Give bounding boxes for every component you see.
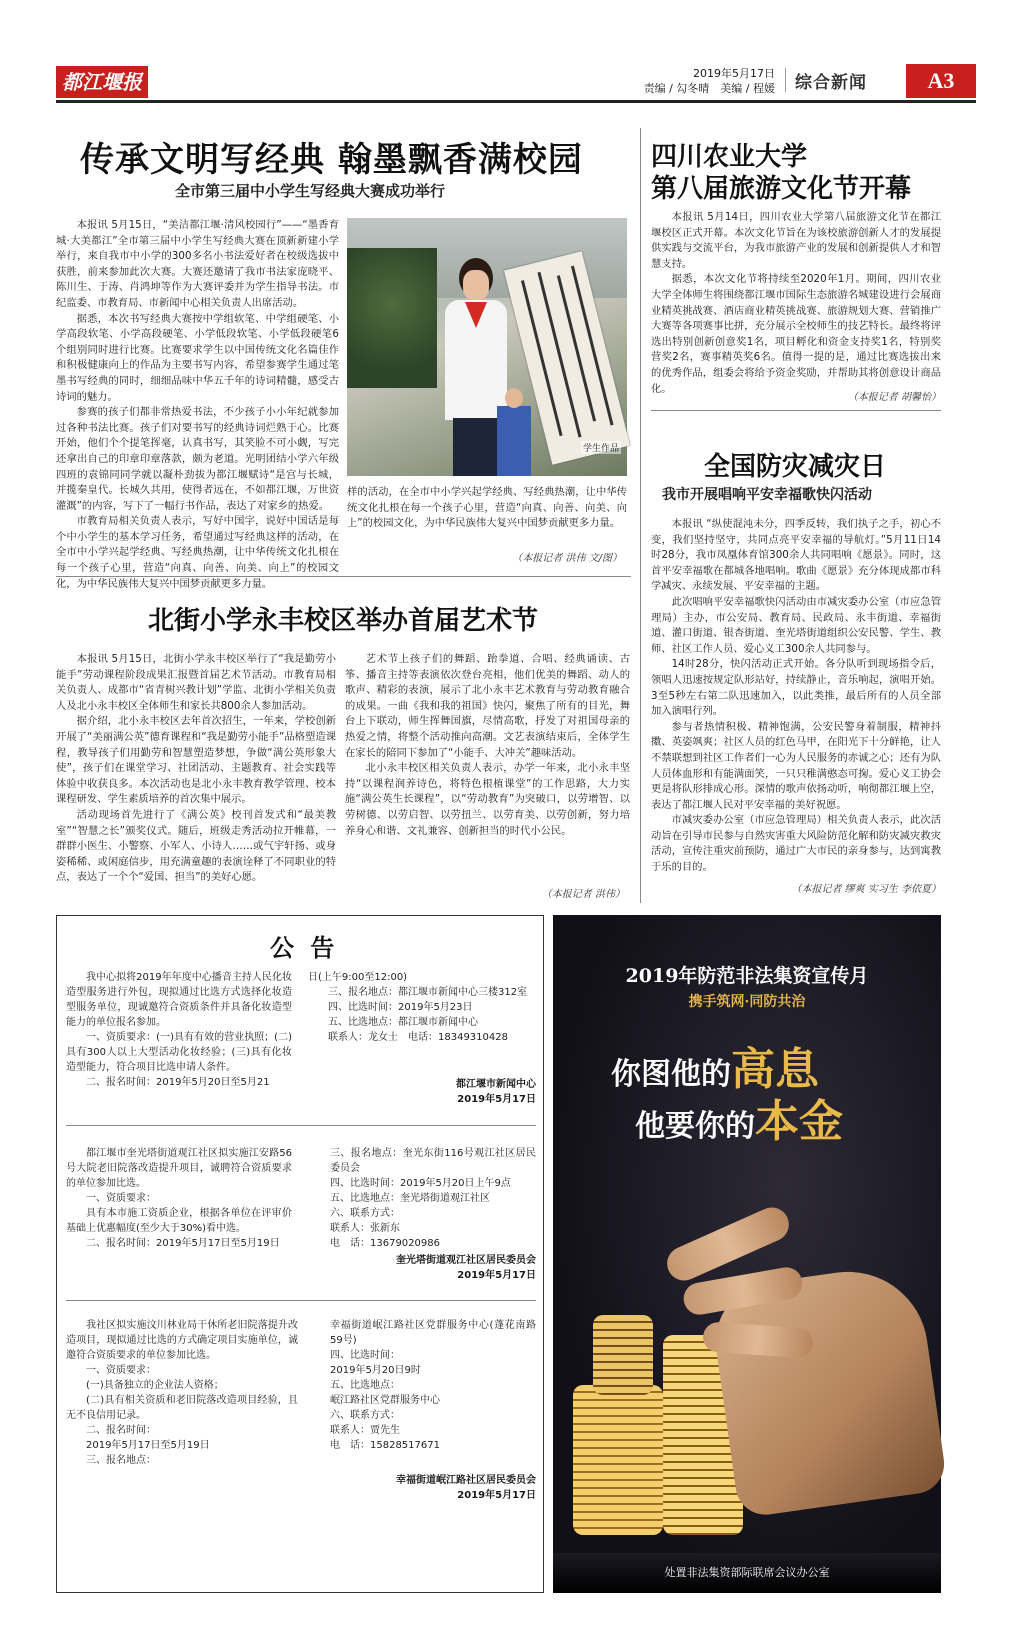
notice3-sign-date: 2019年5月17日 (457, 1490, 536, 1501)
notice1-sign-org: 都江堰市新闻中心 (456, 1079, 536, 1090)
advertisement (553, 915, 941, 1593)
page-number: A3 (906, 64, 976, 98)
ad-title: 2019年防范非法集资宣传月 (625, 965, 869, 987)
photo-caption: 学生作品 (581, 441, 621, 454)
ad-footer: 处置非法集资部际联席会议办公室 (553, 1553, 941, 1593)
notice-divider-2 (66, 1300, 536, 1301)
ad-slogan-2a: 他要你的 (635, 1109, 755, 1144)
article1-divider (56, 576, 631, 577)
notice2-left: 都江堰市奎光塔街道观江社区拟实施江安路56号大院老旧院落改造提升项目，诚聘符合资质要求的单位参加比选。 一、资质要求： 具有本市施工资质企业，根据各单位在评审价基础上优惠幅度(至少大于30%)看中选。 二、报名时间：2019年5月17日至5月19日 (66, 1148, 292, 1249)
notice-divider-1 (66, 1125, 536, 1126)
article4-body-left: 本报讯 5月15日，北街小学永丰校区举行了“我是勤劳小能手”劳动课程阶段成果汇报暨首届艺术节活动。市教育局相关负责人、成都市“省青树兴教计划”学监、北街小学相关负责人及北小永丰校区全体师生和家长共800余人参加活动。 据介绍，北小永丰校区去年首次招生，一年来，学校创新开展了“美丽满公英”德育课程和“我是勤劳小能手”品格塑造课程，教导孩子们用勤劳和智慧塑造梦想，争做“满公英形象大使”，孩子们在课堂学习、社团活动、主题教育、社会实践等体验中收获良多。本次活动也是北小永丰教育教学管理、校本课程研发、学生素质培养的首次集中展示。 活动现场首先进行了《满公英》校刊首发式和“最美教室”“智慧之长”颁奖仪式。随后，班级走秀活动拉开帷幕，一群群小医生、小警察、小军人、小诗人……或气宇轩扬、或身姿稀稀、或闲庭信步，用充满童趣的表演诠释了不同职业的特点，表达了一个个“爱国、担当”的美好心愿。 (56, 653, 336, 884)
ad-subtitle: 携手筑网·同防共治 (688, 994, 806, 1010)
article2-body: 本报讯 5月14日，四川农业大学第八届旅游文化节在都江堰校区正式开幕。本次文化节旨在为该校旅游创新人才的发展提供实践与交流平台，为我市旅游产业的发展和创新提供人才和智慧支持。 据悉，本次文化节将持续至2020年1月。期间，四川农业大学全体师生将围绕都江堰市国际生态旅游名城建设进行会展商业精英挑战赛、酒店商业精英挑战赛、旅游规划大赛、营销推广大赛等各项赛事比拼，充分展示全校师生的技艺特长。最终将评选出特别创新创意奖1名，项目孵化和资金支持奖1名，特别奖营奖2名，赛事精英奖6名。值得一提的是，通过比赛选拔出来的优秀作品，组委会将给予资金奖励，并帮助其将创意设计商品化。 (651, 211, 941, 395)
ad-slogan-1b: 高息 (731, 1044, 819, 1095)
notice-title: 公 告 (270, 933, 339, 962)
article3-body: 本报讯 “纵使混沌未分，四季反转，我们执子之手，初心不变，我们坚持坚守，共同点亮平安幸福的导航灯。”5月11日14时28分，我市凤凰体育馆300余人共同唱响《愿景》。同时，这首平安幸福歌在都城各地唱响。歌曲《愿景》充分体现成都市科学减灾、永续发展、平安幸福的主题。 此次唱响平安幸福歌快闪活动由市减灾委办公室（市应急管理局）主办，市公安局、教育局、民政局、永丰街道、幸福街道、灌口街道、银杏街道、奎光塔街道组织公安民警、学生、教师、社区工作人员、爱心义工300余人共同参与。 14时28分，快闪活动正式开始。各分队听到现场指令后，领唱人迅速按规定队形站好，持续静止，音乐响起，演唱开始。3至5秒左右第二队迅速加入，以此类推，最后所有的人员全部加入演唱行列。 参与者热情积极、精神饱满，公安民警身着制服，精神抖擞、英姿飒爽；社区人员的红色马甲，在阳光下十分鲜艳，让人不禁联想到社区工作者们一心为人民服务的赤诚之心；还有为队人员体血形和有能满面笑，一只只稚满憨态可掬。爱心义工协会更是将队形排成心形。深情的歌声依扬动听，响彻都江堰上空，表达了都江堰人民对平安幸福的美好祝愿。 市减灾委办公室（市应急管理局）相关负责人表示，此次活动旨在引导市民参与自然灾害重大风险防范化解和防灾减灾救灾活动，宣传注重灾前预防，通过广大市民的亲身参与，达到寓教于乐的目的。 (651, 518, 941, 874)
notice1-right: 日(上午9:00至12:00) 三、报名地点：都江堰市新闻中心三楼312室 四、比选时间：2019年5月23日 五、比选地点：都江堰市新闻中心 联系人：龙女士 电话：18349310428 (308, 972, 528, 1043)
notice1-sign-date: 2019年5月17日 (457, 1094, 536, 1105)
article4-title: 北街小学永丰校区举办首届艺术节 (148, 606, 539, 636)
header-info (600, 66, 775, 96)
notice3-sign-org: 幸福街道岷江路社区居民委员会 (396, 1475, 536, 1486)
article1-subtitle: 全市第三届中小学生写经典大赛成功举行 (175, 182, 446, 200)
article4-byline: （本报记者 洪伟） (541, 889, 625, 900)
notice1-left: 我中心拟将2019年年度中心播音主持人民化妆造型服务进行外包，现拟通过比选方式选择化妆造型服务单位，现诚邀符合资质条件并具备化妆造型能力的单位报名参加。 一、资质要求：(一)具有有效的营业执照；(二)具有300人以上大型活动化妆经验；(三)具有化妆造型能力，符合项目比选申请人条件。 二、报名时间：2019年5月20日至5月21 (66, 972, 292, 1088)
header-separator (785, 68, 786, 92)
editors: 责编 / 勾冬晴 美编 / 程媛 (643, 82, 775, 95)
article1-photo (347, 218, 627, 476)
article2-byline: （本报记者 胡馨怡） (847, 392, 941, 403)
article3-title: 全国防灾减灾日 (704, 452, 887, 482)
notice3-left: 我社区拟实施汶川林业局干休所老旧院落提升改造项目，现拟通过比选的方式确定项目实施单位，诚邀符合资质要求的单位参加比选。 一、资质要求： (一)具备独立的企业法人资格； (二)具有相关资质和老旧院落改造项目经验，且无不良信用记录。 二、报名时间： 2019年5月17日至5月19日 三、报名地点： (66, 1320, 298, 1466)
article2-title-line1: 四川农业大学 (651, 142, 808, 172)
notice2-sign-date: 2019年5月17日 (457, 1270, 536, 1281)
issue-date: 2019年5月17日 (693, 67, 775, 80)
header-rule (56, 100, 976, 103)
notice3-right: 幸福街道岷江路社区党群服务中心(蓬花南路59号) 四、比选时间： 2019年5月20日9时 五、比选地点： 岷江路社区党群服务中心 六、联系方式： 联系人：贾先生 电 话：15828517671 (330, 1320, 536, 1451)
article1-body-left: 本报讯 5月15日，“美洁都江堰·清风校园行”——“墨香育城·大美都江”全市第三届中小学生写经典大赛在顶新新建小学举行，来自我市中小学的300多名小书法爱好者在校级选拔中获胜，前来参加此次大赛。大赛还邀请了我市书法家庞晓平、陈川生、于涛、肖鸿坤等作为大赛评委并为学生指导书法。市纪监委、市教育局、市新闻中心相关负责人出席活动。 据悉，本次书写经典大赛按中学组软笔、中学组硬笔、小学高段软笔、小学高段硬笔、小学低段软笔、小学低段硬笔6个组别同时进行比赛。比赛要求学生以中国传统文化名篇佳作和积极健康向上的作品为主要书写内容，希望参赛学生通过笔墨书写经典的同时，细细品味中华五千年的诗词精髓，感受古诗词的魅力。 参赛的孩子们都非常热爱书法，不少孩子小小年纪就参加过各种书法比赛。孩子们对要书写的经典诗词烂熟于心。比赛开始，他们个个提笔挥毫，认真书写，其笑脸不可小觑，写完还拿出自己的印章印章落款，颇为老道。光明团结小学六年级四班的袁锦同同学就以凝朴劲拔为都江堰赋诗“是宫与长城，并揽秦皇代。长城久共用，使得者远在，不如都江堰，万世资灌溉”的内容，写下了一幅行书作品，表达了对家乡的热爱。 市教育局相关负责人表示，写好中国字，说好中国话是每个中小学生的基本学习任务，希望通过写经典这样的活动，在全市中小学兴起学经典、写经典热潮，让中华传统文化扎根在每一个孩子心里，营造“向真、向善、向美、向上”的校园文化，为中华民族伟大复兴中国梦贡献更多力量。 (56, 219, 339, 590)
column-divider (640, 128, 641, 903)
article1-body-right: 样的活动，在全市中小学兴起学经典、写经典热潮，让中华传统文化扎根在每一个孩子心里，营造“向真、向善、向美、向上”的校园文化，为中华民族伟大复兴中国梦贡献更多力量。 (347, 486, 627, 530)
ad-slogan-line2 (635, 1085, 941, 1149)
article3-subtitle: 我市开展唱响平安幸福歌快闪活动 (662, 487, 872, 503)
article2-divider (651, 410, 941, 411)
newspaper-logo: 都江堰报 (56, 66, 148, 98)
article4-body-right: 艺术节上孩子们的舞蹈、跆拳道、合唱、经典诵读、古筝、播音主持等表演依次登台亮相，他们优美的舞蹈、动人的歌声、精彩的表演，展示了北小永丰艺术教育与劳动教育融合的成果。一曲《我和我的祖国》快闪，聚焦了所有的目光，舞台上下联动，师生挥舞国旗，尽情高歌，抒发了对祖国母亲的热爱之情，将整个活动推向高潮。文艺表演结束后，全体学生在家长的陪同下参加了“小能手、大冲关”趣味活动。 北小永丰校区相关负责人表示，办学一年来，北小永丰坚持“以课程润养诗色，将特色根植课堂”的工作思路，大力实施“满公英生长课程”，以“劳动教育”为突破口，以劳增智、以劳树德、以劳启智、以劳扭兰、以劳育美、以劳创新，努力培养身心和谐、文礼兼容、创新担当的时代小公民。 (345, 653, 630, 837)
article1-title: 传承文明写经典 翰墨飘香满校园 (80, 140, 583, 180)
article2-title-line2: 第八届旅游文化节开幕 (651, 174, 912, 204)
notice2-sign-org: 奎光塔街道观江社区居民委员会 (396, 1255, 536, 1266)
coin-stack-icon (593, 1315, 653, 1395)
ad-slogan-2b: 本金 (755, 1096, 843, 1147)
article3-byline: （本报记者 缪爽 实习生 李依夏） (791, 884, 941, 895)
notice2-right: 三、报名地点：奎光东街116号观江社区居民委员会 四、比选时间：2019年5月20日上午9点 五、比选地点：奎光塔街道观江社区 六、联系方式： 联系人：张新东 电 话：13679020986 (330, 1148, 536, 1249)
article1-byline: （本报记者 洪伟 文/图） (512, 553, 622, 564)
ad-slogan-1a: 你图他的 (611, 1057, 731, 1092)
section-name: 综合新闻 (795, 73, 867, 93)
coin-stack-icon (573, 1385, 663, 1535)
